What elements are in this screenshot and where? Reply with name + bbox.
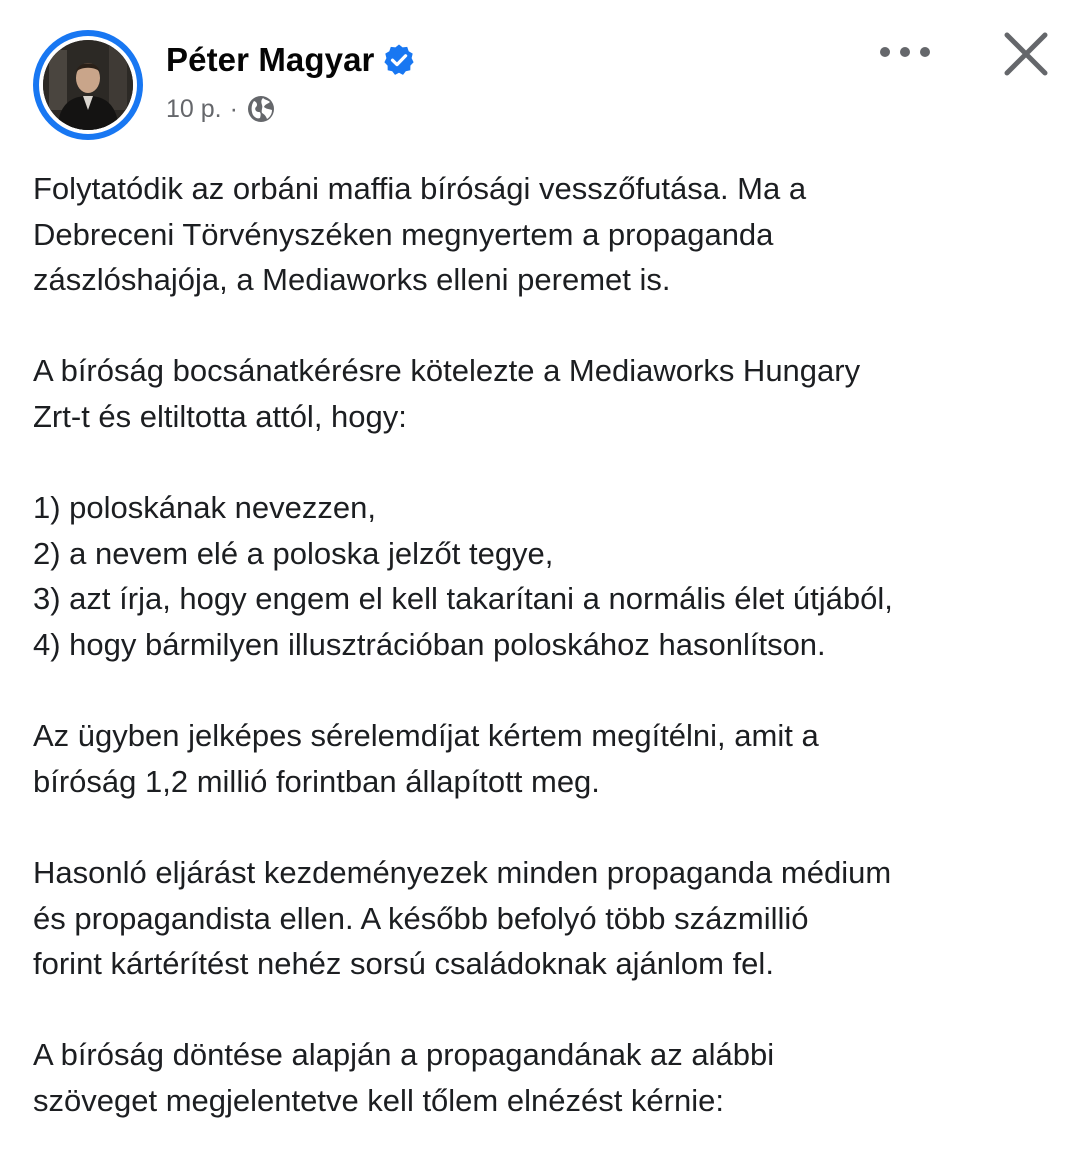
verified-badge-icon	[382, 43, 416, 77]
meta-separator: ·	[229, 94, 238, 123]
avatar-inner-border	[39, 36, 137, 134]
author-name[interactable]: Péter Magyar	[166, 41, 375, 78]
post-paragraph-6: A bíróság döntése alapján a propagandának az alábbi szöveget megjelentetve kell tőlem elnézést kérnie:	[33, 1037, 775, 1118]
avatar-photo	[43, 40, 133, 130]
post-paragraph-3: 1) poloskának nevezzen, 2) a nevem elé a poloska jelzőt tegye, 3) azt írja, hogy engem el kell takarítani a normális élet útjából, 4) hogy bármilyen illusztrációban poloskához hasonlítson.	[33, 490, 893, 662]
author-row	[166, 38, 416, 82]
post-paragraph-1: Folytatódik az orbáni maffia bírósági vesszőfutása. Ma a Debreceni Törvényszéken megnyertem a propaganda zászlóshajója, a Mediaworks elleni peremet is.	[33, 171, 807, 298]
post-meta	[166, 92, 276, 126]
avatar[interactable]	[33, 30, 143, 140]
globe-icon[interactable]	[246, 94, 276, 124]
person-silhouette-icon	[43, 40, 133, 130]
close-button[interactable]	[996, 24, 1056, 84]
more-options-button[interactable]	[870, 30, 940, 74]
post-header	[0, 0, 1080, 140]
post-timestamp[interactable]: 10 p.	[166, 94, 222, 123]
more-dots-icon	[875, 45, 935, 59]
post-paragraph-2: A bíróság bocsánatkérésre kötelezte a Mediaworks Hungary Zrt-t és eltiltotta attól, hogy:	[33, 353, 861, 434]
close-icon	[1002, 30, 1050, 78]
post-text	[33, 166, 1063, 1169]
post-paragraph-4: Az ügyben jelképes sérelemdíjat kértem megítélni, amit a bíróság 1,2 millió forintban állapított meg.	[33, 718, 819, 799]
post-paragraph-5: Hasonló eljárást kezdeményezek minden propaganda médium és propagandista ellen. A később befolyó több százmillió forint kártérítést nehéz sorsú családoknak ajánlom fel.	[33, 854, 892, 982]
